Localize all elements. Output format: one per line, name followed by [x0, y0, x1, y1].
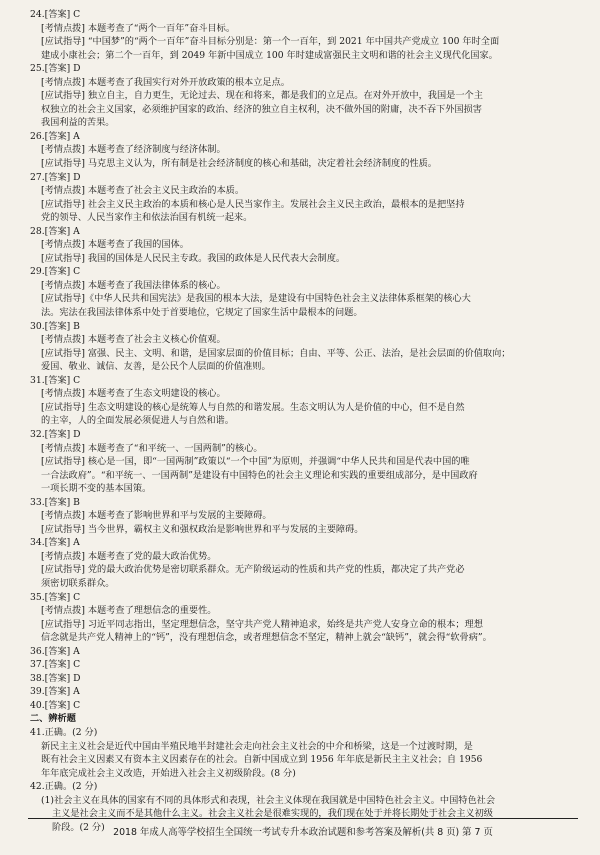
- text-line: 26.[答案] A: [30, 130, 80, 142]
- text-line: [考情点拨] 本题考查了生态文明建设的核心。: [41, 388, 226, 400]
- text-line: [应试指导] 社会主义民主政治的本质和核心是人民当家作主。发展社会主义民主政治，最根本的是把坚持: [41, 198, 465, 210]
- text-line: [考情点拨] 本题考查了“和平统一、一国两制”的核心。: [41, 442, 263, 454]
- text-line: [考情点拨] 本题考查了社会主义核心价值观。: [41, 334, 226, 346]
- text-line: 29.[答案] C: [30, 266, 81, 278]
- text-line: 信念就是共产党人精神上的“钙”，没有理想信念，或者理想信念不坚定，精神上就会“缺钙”，就会得“软骨病”。: [41, 632, 492, 644]
- text-line: 法。宪法在我国法律体系中处于首要地位，它规定了国家生活中最根本的问题。: [41, 307, 363, 319]
- text-line: [考情点拨] 本题考查了党的最大政治优势。: [41, 550, 217, 562]
- text-line: 33.[答案] B: [30, 496, 80, 508]
- text-line: 41.正确。(2 分): [30, 726, 98, 738]
- text-line: 新民主主义社会是近代中国由半殖民地半封建社会走向社会主义社会的中介和桥梁，这是一个过渡时期，是: [41, 740, 473, 752]
- text-line: 党的领导、人民当家作主和依法治国有机统一起来。: [41, 212, 253, 224]
- text-line: 一合法政府”。“和平统一、一国两制”是建设有中国特色的社会主义理论和实践的重要组成部分，是中国政府: [41, 469, 478, 481]
- text-line: 37.[答案] C: [30, 659, 81, 671]
- text-line: [应试指导] 当今世界，霸权主义和强权政治是影响世界和平与发展的主要障碍。: [41, 523, 364, 535]
- text-line: [应试指导] 富强、民主、文明、和谐，是国家层面的价值目标；自由、平等、公正、法治，是社会层面的价值取向；: [41, 347, 511, 359]
- text-line: [应试指导] 党的最大政治优势是密切联系群众。无产阶级运动的性质和共产党的性质，都决定了共产党必: [41, 564, 465, 576]
- text-line: 40.[答案] C: [30, 699, 81, 711]
- text-line: [应试指导] 生态文明建设的核心是统筹人与自然的和谐发展。生态文明认为人是价值的中心，但不是自然: [41, 401, 465, 413]
- text-line: [应试指导] 核心是一国，即“一国两制”政策以“一个中国”为原则，并强调“中华人民共和国是代表中国的唯: [41, 456, 470, 468]
- section-heading: 二、辨析题: [30, 713, 76, 725]
- text-line: 36.[答案] A: [30, 645, 80, 657]
- text-line: [考情点拨] 本题考查了我国实行对外开放政策的根本立足点。: [41, 76, 290, 88]
- text-line: [考情点拨] 本题考查了我国法律体系的核心。: [41, 279, 226, 291]
- text-line: 32.[答案] D: [30, 428, 81, 440]
- text-line: [应试指导] 独立自主，自力更生，无论过去、现在和将来，都是我们的立足点。在对外开放中，我国是一个主: [41, 90, 483, 102]
- text-line: 34.[答案] A: [30, 537, 80, 549]
- text-line: 35.[答案] C: [30, 591, 81, 603]
- text-line: 年年底完成社会主义改造，开始进入社会主义初级阶段。(8 分): [41, 767, 296, 779]
- text-line: [应试指导] 我国的国体是人民民主专政。我国的政体是人民代表大会制度。: [41, 252, 346, 264]
- text-line: 30.[答案] B: [30, 320, 80, 332]
- text-line: 权独立的社会主义国家，必须维护国家的政治、经济的独立自主权利，决不做外国的附庸，决不吞下外国损害: [41, 103, 482, 115]
- text-line: [应试指导] “中国梦”的“两个一百年”奋斗目标分别是：第一个一百年，到 2021 年中国共产党成立 100 年时全面: [41, 36, 500, 48]
- text-line: 24.[答案] C: [30, 9, 81, 20]
- text-line: 27.[答案] D: [30, 171, 81, 183]
- text-line: [考情点拨] 本题考查了经济制度与经济体制。: [41, 144, 226, 156]
- text-line: 25.[答案] D: [30, 63, 81, 75]
- text-line: 主义是社会主义而不是其他什么主义。社会主义社会是很难实现的，我们现在处于并将长期处于社会主义初级: [52, 808, 493, 820]
- text-line: (1)社会主义在具体的国家有不同的具体形式和表现，社会主义体现在我国就是中国特色社会主义。中国特色社会: [41, 794, 496, 806]
- text-line: 28.[答案] A: [30, 225, 80, 237]
- text-line: 的主宰，人的全面发展必须促进人与自然和谐。: [41, 415, 234, 427]
- text-line: 须密切联系群众。: [41, 577, 115, 589]
- text-line: 39.[答案] A: [30, 686, 80, 698]
- text-line: 我国利益的苦果。: [41, 117, 115, 129]
- text-line: [应试指导] 马克思主义认为，所有制是社会经济制度的核心和基础，决定着社会经济制度的性质。: [41, 158, 437, 170]
- text-line: 38.[答案] D: [30, 672, 81, 684]
- text-line: [考情点拨] 本题考查了社会主义民主政治的本质。: [41, 185, 245, 197]
- text-line: 既有社会主义因素又有资本主义因素存在的社会。自新中国成立到 1956 年年底是新民主主义社会；自 1956: [41, 754, 483, 766]
- text-line: [考情点拨] 本题考查了理想信念的重要性。: [41, 605, 217, 617]
- text-line: [考情点拨] 本题考查了影响世界和平与发展的主要障碍。: [41, 510, 272, 522]
- text-line: 阶段。(2 分): [52, 821, 105, 833]
- page-footer: 2018 年成人高等学校招生全国统一考试专升本政治试题和参考答案及解析(共 8 页) 第 7 页: [28, 818, 578, 838]
- text-line: [考情点拨] 本题考查了我国的国体。: [41, 239, 189, 251]
- text-line: 爱国、敬业、诚信、友善，是公民个人层面的价值准则。: [41, 361, 271, 373]
- text-line: [考情点拨] 本题考查了“两个一百年”奋斗目标。: [41, 22, 236, 34]
- text-line: 建成小康社会；第二个一百年，到 2049 年新中国成立 100 年时建成富强民主文明和谐的社会主义现代化国家。: [41, 49, 498, 61]
- text-line: 一项长期不变的基本国策。: [41, 483, 152, 495]
- answer-content: [30, 8, 578, 834]
- text-line: 42.正确。(2 分): [30, 781, 98, 793]
- text-line: [应试指导] 习近平同志指出，坚定理想信念，坚守共产党人精神追求，始终是共产党人安身立命的根本；理想: [41, 618, 483, 630]
- text-line: 31.[答案] C: [30, 374, 81, 386]
- text-line: [应试指导]《中华人民共和国宪法》是我国的根本大法，是建设有中国特色社会主义法律体系框架的核心大: [41, 293, 471, 305]
